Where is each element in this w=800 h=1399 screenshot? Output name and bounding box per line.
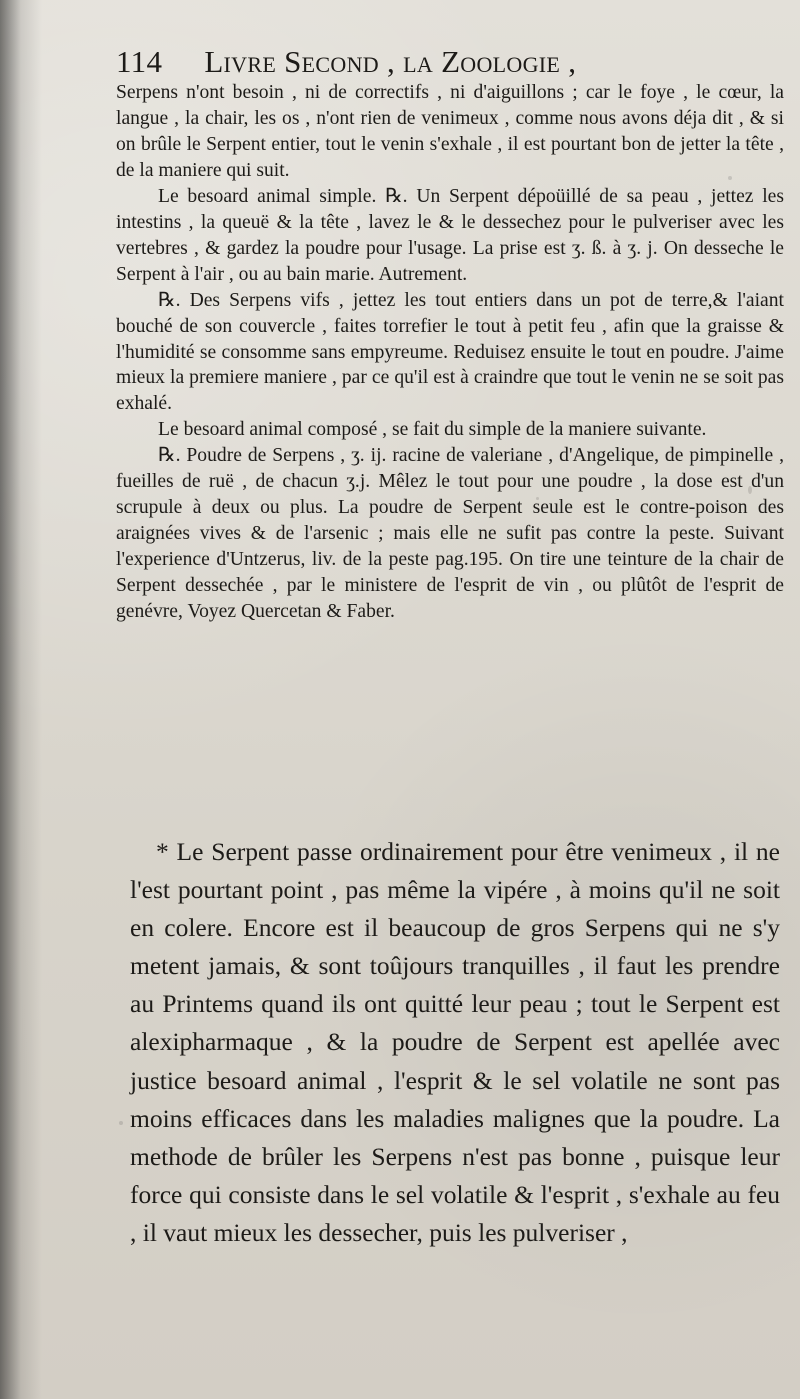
annotation-paragraph: * Le Serpent passe ordinairement pour être venimeux , il ne l'est pourtant point , pas même la vipére , à moins qu'il ne soit en colere. Encore est il beaucoup de gros Serpens qui ne s'y metent jamais, & sont toûjours tranquilles , il faut les prendre au Printems quand ils ont quitté leur peau ; tout le Serpent est alexipharmaque , & la poudre de Serpent est apellée avec justice besoard animal , l'esprit & le sel volatile ne sont pas moins efficaces dans les maladies malignes que la poudre. La methode de brûler les Serpens n'est pas bonne , puisque leur force qui consiste dans le sel volatile & l'esprit , s'exhale au feu , il vaut mieux les dessecher, puis les pulveriser , [130,837,780,1247]
paragraph-1: Serpens n'ont besoin , ni de correctifs , ni d'aiguillons ; car le foye , le cœur, la langue , la chair, les os , n'ont rien de venimeux , comme nous avons déja dit , & si on brûle le Serpent entier, tout le venin s'exhale , il est pourtant bon de jetter la tête , de la maniere qui suit. [116,82,784,181]
paper-speck [119,1121,123,1125]
upper-text-block [116,80,784,625]
page-number: 114 [116,44,163,79]
paragraph-5: ℞. Poudre de Serpens , ʒ. ij. racine de valeriane , d'Angelique, de pimpinelle , fueilles de ruë , de chacun ʒ.j. Mêlez le tout pour une poudre , la dose est d'un scrupule à deux ou plus. La poudre de Serpent seule est le contre-poison des araignées vives & de l'arsenic ; mais elle ne sufit pas contre la peste. Suivant l'experience d'Untzerus, liv. de la peste pag.195. On tire une teinture de la chair de Serpent dessechée , par le ministere de l'esprit de vin , ou plûtôt de l'esprit de genévre, Voyez Quercetan & Faber. [116,445,784,623]
binding-shadow [0,0,42,1399]
lower-text-block [130,833,780,1252]
running-title: Livre Second , la Zoologie , [204,44,577,79]
paragraph-2: Le besoard animal simple. ℞. Un Serpent dépoüillé de sa peau , jettez les intestins , la queuë & la tête , lavez le & le dessechez pour le pulveriser avec les vertebres , & gardez la poudre pour l'usage. La prise est ʒ. ß. à ʒ. j. On desseche le Serpent à l'air , ou au bain marie. Autrement. [116,185,784,285]
paragraph-4: Le besoard animal composé , se fait du simple de la maniere suivante. [158,419,707,441]
paragraph-3: ℞. Des Serpens vifs , jettez les tout entiers dans un pot de terre,& l'aiant bouché de son couvercle , faites torrefier le tout à petit feu , afin que la graisse & l'humidité se consomme sans empyreume. Reduisez ensuite le tout en poudre. J'aime mieux la premiere maniere , par ce qu'il est à craindre que tout le venin ne se soit pas exhalé. [116,289,784,415]
